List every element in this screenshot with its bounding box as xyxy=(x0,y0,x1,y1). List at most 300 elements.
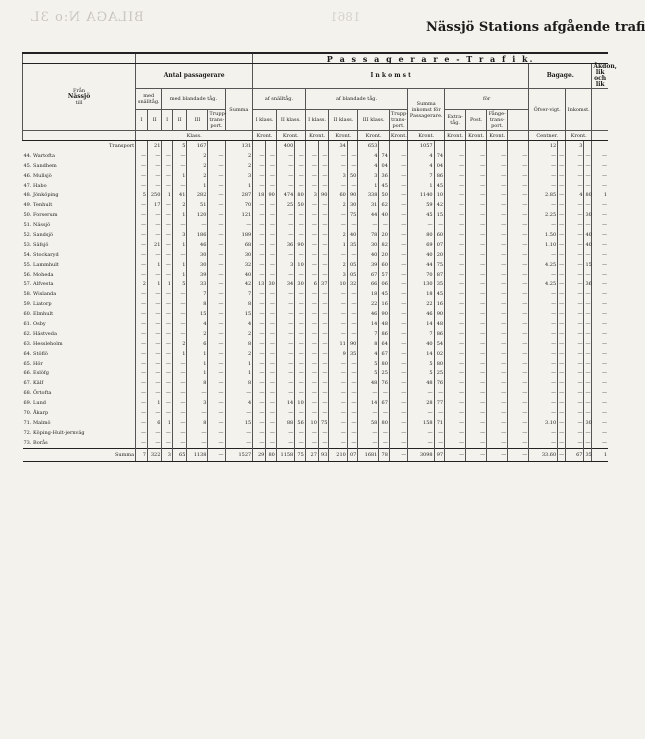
snall-klass-I: I xyxy=(136,110,148,131)
table-cell: 5 xyxy=(408,359,434,369)
unit-kront-5: Kront. xyxy=(358,131,390,141)
table-cell: — xyxy=(276,349,294,359)
table-cell: 1 xyxy=(172,171,186,181)
to-label: till xyxy=(75,100,83,106)
table-cell: 33 xyxy=(187,279,208,289)
table-cell: — xyxy=(466,418,487,428)
row-label: 45. Sandhem xyxy=(23,162,57,169)
table-cell: 46 xyxy=(408,309,434,319)
table-row xyxy=(23,428,609,438)
bland-klass-I: I xyxy=(162,110,173,131)
table-cell: — xyxy=(508,428,529,438)
table-cell: — xyxy=(276,171,294,181)
table-cell: — xyxy=(389,289,407,299)
table-cell: — xyxy=(208,299,225,309)
table-cell: 25 xyxy=(379,368,390,378)
for-spare xyxy=(508,110,529,131)
table-cell: — xyxy=(136,240,148,250)
table-row xyxy=(23,220,609,230)
table-cell: 86 xyxy=(379,329,390,339)
table-cell: — xyxy=(253,151,266,161)
table-cell: — xyxy=(487,289,508,299)
table-cell: — xyxy=(162,151,173,161)
table-cell: — xyxy=(529,250,558,260)
table-cell: — xyxy=(276,230,294,240)
table-cell: — xyxy=(253,309,266,319)
table-cell: 32 xyxy=(225,260,253,270)
table-cell: 2 xyxy=(187,161,208,171)
row-label: 59. Liatorp xyxy=(23,301,52,308)
antal-header: Antal passagerare xyxy=(136,64,253,89)
table-cell: 39 xyxy=(358,260,379,270)
table-cell: — xyxy=(266,270,277,280)
table-cell: 1 xyxy=(225,368,253,378)
table-cell: 1.10 xyxy=(529,240,558,250)
table-cell: — xyxy=(305,359,318,369)
table-cell: 74 xyxy=(379,151,390,161)
table-cell: 30 xyxy=(585,212,592,219)
table-cell: 40 xyxy=(358,250,379,260)
table-cell: 158 xyxy=(408,418,434,428)
table-cell: — xyxy=(379,428,390,438)
table-cell: 8 xyxy=(358,339,379,349)
table-cell: 02 xyxy=(434,349,445,359)
table-cell: — xyxy=(508,388,529,398)
table-cell: — xyxy=(566,260,584,270)
row-label: 46. Mullsjö xyxy=(23,172,52,179)
table-cell: — xyxy=(253,250,266,260)
table-cell: — xyxy=(329,428,347,438)
table-cell: 2 xyxy=(187,151,208,161)
table-cell: — xyxy=(508,270,529,280)
table-cell: 44 xyxy=(408,260,434,270)
table-cell: — xyxy=(172,329,186,339)
row-label: 51. Nässjö xyxy=(23,222,51,229)
row-label: 52. Sandsjö xyxy=(23,231,53,238)
table-cell: 6 xyxy=(305,279,318,289)
table-cell: — xyxy=(508,418,529,428)
table-cell: — xyxy=(347,388,358,398)
table-cell: 40 xyxy=(585,241,592,248)
table-cell: — xyxy=(172,151,186,161)
table-cell: 1138 xyxy=(187,448,208,461)
table-cell: — xyxy=(172,438,186,448)
table-cell: 1 xyxy=(225,359,253,369)
table-cell: — xyxy=(487,408,508,418)
table-cell: — xyxy=(253,161,266,171)
table-cell: — xyxy=(162,240,173,250)
table-cell: — xyxy=(529,181,558,191)
table-cell: — xyxy=(585,409,591,416)
table-cell: — xyxy=(187,408,208,418)
table-cell: 48 xyxy=(379,319,390,329)
table-cell: — xyxy=(172,408,186,418)
table-cell: 1 xyxy=(162,279,173,289)
table-cell: — xyxy=(276,309,294,319)
page-title: Nässjö Stations afgående trafi xyxy=(426,20,645,35)
table-cell: — xyxy=(162,250,173,260)
table-cell: — xyxy=(445,279,466,289)
table-cell: — xyxy=(347,428,358,438)
table-cell: 40 xyxy=(225,270,253,280)
table-cell: 1527 xyxy=(225,448,253,461)
table-row xyxy=(23,329,609,339)
table-cell: — xyxy=(529,398,558,408)
table-cell: — xyxy=(445,359,466,369)
table-cell: 67 xyxy=(379,349,390,359)
table-cell: — xyxy=(559,281,565,288)
row-label: 49. Tenhult xyxy=(23,202,53,209)
table-cell: 80 xyxy=(434,359,445,369)
table-cell: — xyxy=(305,210,318,220)
table-cell: — xyxy=(318,171,329,181)
table-cell: 653 xyxy=(358,141,379,151)
table-cell: 7 xyxy=(408,329,434,339)
table-cell: 1681 xyxy=(358,448,379,461)
table-cell: — xyxy=(295,378,306,388)
table-cell: — xyxy=(585,350,591,357)
table-cell: — xyxy=(445,368,466,378)
from-label: Från xyxy=(73,88,86,94)
table-cell: — xyxy=(318,210,329,220)
table-cell: — xyxy=(508,181,529,191)
table-cell: 90 xyxy=(347,190,358,200)
table-cell: — xyxy=(276,378,294,388)
table-cell: — xyxy=(466,190,487,200)
table-cell: — xyxy=(487,171,508,181)
table-cell: — xyxy=(445,448,466,461)
row-label: Transport xyxy=(109,142,135,149)
table-cell: 40 xyxy=(408,250,434,260)
table-cell: 76 xyxy=(434,378,445,388)
table-cell: — xyxy=(508,260,529,270)
table-row xyxy=(23,438,609,448)
table-cell: — xyxy=(266,339,277,349)
table-cell: 2 xyxy=(225,161,253,171)
unit-kront-9: Kront. xyxy=(466,131,487,141)
table-cell: — xyxy=(434,408,445,418)
table-cell: 60 xyxy=(329,190,347,200)
table-cell: 5 xyxy=(136,190,148,200)
table-cell: 44 xyxy=(358,210,379,220)
table-cell: 18 xyxy=(253,190,266,200)
table-cell: 12 xyxy=(529,141,558,151)
table-cell: 90 xyxy=(295,240,306,250)
table-cell: — xyxy=(253,368,266,378)
table-cell: — xyxy=(466,339,487,349)
table-cell: — xyxy=(305,329,318,339)
table-cell: 76 xyxy=(379,378,390,388)
table-cell: 287 xyxy=(225,190,253,200)
table-cell: — xyxy=(253,339,266,349)
table-cell: 13 xyxy=(253,279,266,289)
table-cell: 2 xyxy=(329,230,347,240)
table-cell xyxy=(558,141,566,151)
table-cell: — xyxy=(559,202,565,209)
table-cell: 40 xyxy=(379,210,390,220)
table-cell: — xyxy=(445,289,466,299)
table-cell: — xyxy=(559,390,565,397)
table-cell: — xyxy=(318,250,329,260)
table-cell: 70 xyxy=(408,270,434,280)
table-cell: — xyxy=(347,418,358,428)
table-cell: — xyxy=(162,260,173,270)
table-cell: — xyxy=(559,261,565,268)
table-cell: 34 xyxy=(276,279,294,289)
table-cell: — xyxy=(295,299,306,309)
table-cell: — xyxy=(585,400,591,407)
table-cell: 2 xyxy=(225,329,253,339)
table-cell: — xyxy=(466,438,487,448)
row-label: 73. Borås xyxy=(23,439,48,446)
table-cell: 97 xyxy=(434,448,445,461)
table-cell: — xyxy=(466,428,487,438)
table-cell: — xyxy=(347,299,358,309)
table-cell: 15 xyxy=(225,309,253,319)
table-cell: — xyxy=(347,250,358,260)
table-cell: — xyxy=(172,428,186,438)
table-cell: — xyxy=(208,319,225,329)
table-cell: — xyxy=(172,309,186,319)
table-cell: — xyxy=(347,181,358,191)
table-cell: — xyxy=(347,408,358,418)
table-body xyxy=(23,141,609,462)
table-cell: — xyxy=(559,350,565,357)
table-cell: — xyxy=(305,289,318,299)
table-cell: 36 xyxy=(379,171,390,181)
table-cell: 8 xyxy=(187,378,208,388)
table-cell: 40 xyxy=(585,231,592,238)
table-cell: — xyxy=(318,438,329,448)
table-cell: — xyxy=(147,359,161,369)
table-cell: 4 xyxy=(358,349,379,359)
table-cell: — xyxy=(389,349,407,359)
blandade-header: med blandade tåg. xyxy=(162,89,225,110)
table-cell: — xyxy=(172,220,186,230)
table-cell: — xyxy=(208,250,225,260)
table-cell: — xyxy=(147,250,161,260)
table-cell: — xyxy=(172,388,186,398)
table-cell: — xyxy=(136,359,148,369)
table-cell: 2 xyxy=(172,339,186,349)
table-cell: — xyxy=(266,319,277,329)
table-cell: — xyxy=(305,161,318,171)
table-cell: — xyxy=(445,378,466,388)
table-row xyxy=(23,279,609,289)
table-cell: — xyxy=(305,260,318,270)
table-row xyxy=(23,250,609,260)
table-cell: — xyxy=(347,368,358,378)
table-cell: — xyxy=(445,200,466,210)
table-cell: 35 xyxy=(347,240,358,250)
table-cell: 1 xyxy=(592,448,608,461)
table-cell: 338 xyxy=(358,190,379,200)
table-cell: 28 xyxy=(408,398,434,408)
table-cell: — xyxy=(566,210,584,220)
table-cell xyxy=(445,141,466,151)
table-cell: — xyxy=(379,220,390,230)
table-cell: — xyxy=(276,329,294,339)
bleed-through-text: BILAGA N:o 3L xyxy=(30,10,144,25)
table-cell: 14 xyxy=(358,398,379,408)
table-cell: — xyxy=(147,388,161,398)
table-cell: 93 xyxy=(318,448,329,461)
table-cell: — xyxy=(529,220,558,230)
table-cell: — xyxy=(559,241,565,248)
table-cell: — xyxy=(305,171,318,181)
table-cell: — xyxy=(508,161,529,171)
table-cell: — xyxy=(592,299,608,309)
table-cell: — xyxy=(592,210,608,220)
table-cell: — xyxy=(295,408,306,418)
table-cell: — xyxy=(147,438,161,448)
table-cell: — xyxy=(295,171,306,181)
table-cell: — xyxy=(172,181,186,191)
table-cell: — xyxy=(253,240,266,250)
table-cell: — xyxy=(208,279,225,289)
table-cell: 1 xyxy=(187,359,208,369)
table-cell: — xyxy=(208,418,225,428)
table-cell: — xyxy=(329,299,347,309)
table-cell: 18 xyxy=(408,289,434,299)
table-cell: 1140 xyxy=(408,190,434,200)
table-cell: — xyxy=(487,240,508,250)
table-cell: — xyxy=(445,309,466,319)
table-cell: 3 xyxy=(172,230,186,240)
table-cell: — xyxy=(162,270,173,280)
table-cell: 05 xyxy=(347,270,358,280)
table-cell: — xyxy=(253,378,266,388)
table-cell: — xyxy=(187,438,208,448)
table-cell: — xyxy=(508,339,529,349)
table-cell: 1 xyxy=(172,349,186,359)
table-cell: 131 xyxy=(225,141,253,151)
table-cell: — xyxy=(466,210,487,220)
table-cell: — xyxy=(329,329,347,339)
table-cell: — xyxy=(136,210,148,220)
table-cell: — xyxy=(358,220,379,230)
table-row xyxy=(23,289,609,299)
table-cell: — xyxy=(266,220,277,230)
table-cell: — xyxy=(466,270,487,280)
table-cell: — xyxy=(559,370,565,377)
table-cell: — xyxy=(162,319,173,329)
table-cell: — xyxy=(208,270,225,280)
table-cell: — xyxy=(566,349,584,359)
table-cell: 27 xyxy=(305,448,318,461)
table-cell: 46 xyxy=(187,240,208,250)
table-cell: 4 xyxy=(358,161,379,171)
table-cell: — xyxy=(172,250,186,260)
table-cell: — xyxy=(266,418,277,428)
bland-klass-III: III xyxy=(187,110,208,131)
bland-klass-II: II xyxy=(172,110,186,131)
table-cell: — xyxy=(136,408,148,418)
table-cell: — xyxy=(508,319,529,329)
table-cell: — xyxy=(466,368,487,378)
table-cell: 75 xyxy=(434,260,445,270)
table-cell: — xyxy=(136,349,148,359)
table-row xyxy=(23,368,609,378)
table-cell: — xyxy=(172,368,186,378)
table-cell: 36 xyxy=(585,281,592,288)
table-cell: — xyxy=(592,378,608,388)
table-cell: — xyxy=(276,428,294,438)
table-cell: — xyxy=(295,230,306,240)
table-cell: 45 xyxy=(379,289,390,299)
table-cell: 68 xyxy=(225,240,253,250)
table-cell: — xyxy=(162,309,173,319)
table-cell: — xyxy=(445,319,466,329)
table-cell: — xyxy=(445,438,466,448)
table-cell: 2 xyxy=(329,260,347,270)
table-cell: — xyxy=(295,388,306,398)
table-cell: 50 xyxy=(347,171,358,181)
table-cell: 21 xyxy=(147,240,161,250)
table-cell: — xyxy=(225,220,253,230)
table-cell: — xyxy=(434,220,445,230)
table-cell: — xyxy=(445,250,466,260)
table-cell: 2 xyxy=(136,279,148,289)
table-cell: — xyxy=(172,398,186,408)
row-label: 44. Wartofta xyxy=(23,152,55,159)
table-cell: — xyxy=(445,329,466,339)
table-cell: — xyxy=(225,428,253,438)
table-cell: 7 xyxy=(187,289,208,299)
table-cell: 5 xyxy=(358,368,379,378)
table-cell: — xyxy=(566,428,584,438)
table-cell xyxy=(253,141,266,151)
table-cell xyxy=(136,141,148,151)
table-cell: — xyxy=(329,368,347,378)
table-cell: — xyxy=(434,438,445,448)
table-cell: — xyxy=(305,339,318,349)
table-cell: 5 xyxy=(172,279,186,289)
af-snall-klass1: I klass. xyxy=(253,110,277,131)
table-cell: — xyxy=(358,408,379,418)
table-cell: — xyxy=(147,210,161,220)
table-cell: — xyxy=(266,289,277,299)
table-cell: — xyxy=(266,359,277,369)
table-cell: — xyxy=(253,260,266,270)
table-cell: — xyxy=(329,220,347,230)
table-cell: — xyxy=(276,270,294,280)
table-cell: — xyxy=(559,301,565,308)
table-cell: — xyxy=(136,260,148,270)
table-cell: — xyxy=(389,279,407,289)
table-cell: 86 xyxy=(434,329,445,339)
table-cell: 9 xyxy=(329,349,347,359)
table-row xyxy=(23,319,609,329)
table-cell: — xyxy=(529,171,558,181)
table-cell: — xyxy=(466,359,487,369)
table-cell: — xyxy=(566,161,584,171)
table-cell: — xyxy=(305,349,318,359)
table-cell: 1 xyxy=(162,418,173,428)
table-cell: — xyxy=(295,309,306,319)
table-cell: 1.50 xyxy=(529,230,558,240)
table-cell: 39 xyxy=(187,270,208,280)
table-cell: — xyxy=(585,271,591,278)
table-cell: — xyxy=(389,299,407,309)
table-cell: — xyxy=(253,299,266,309)
table-cell: 80 xyxy=(408,230,434,240)
unit-kront-10: Kront. xyxy=(487,131,508,141)
table-cell: 20 xyxy=(379,250,390,260)
table-cell: — xyxy=(136,329,148,339)
table-cell: — xyxy=(585,251,591,258)
table-cell: — xyxy=(592,181,608,191)
